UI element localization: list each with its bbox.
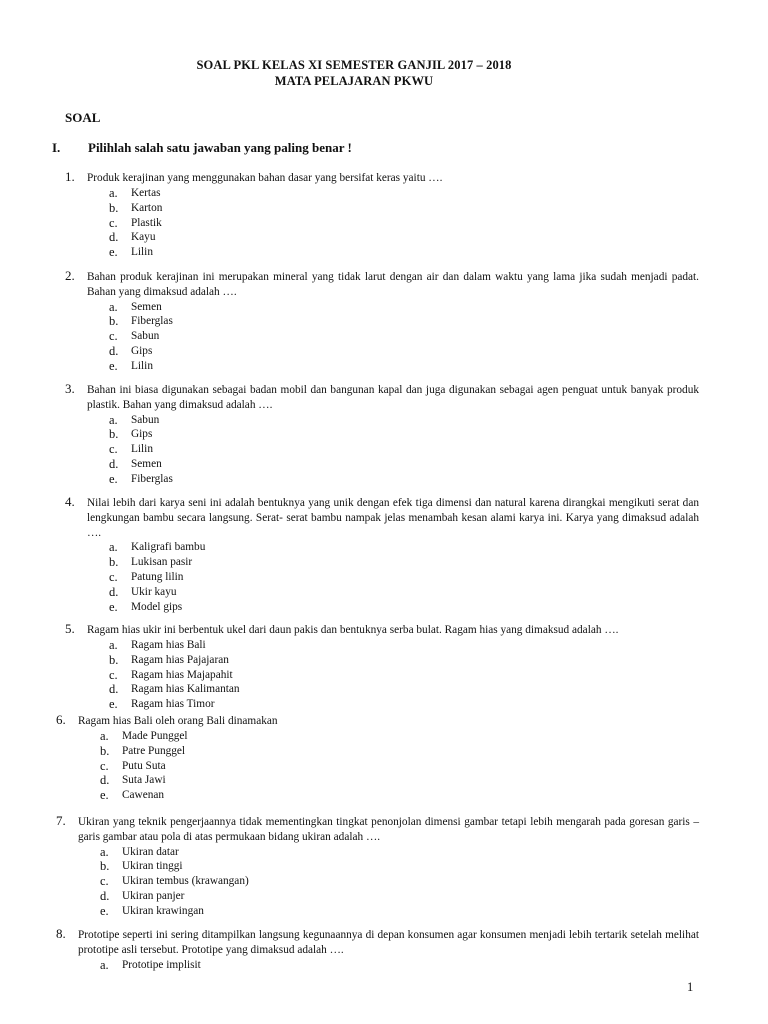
option-letter: c. [109,329,118,344]
option-c [109,329,699,344]
option-letter: d. [109,682,119,697]
option-letter: b. [109,652,119,667]
option-b [109,201,699,216]
question-7 [56,815,699,919]
option-letter: d. [109,344,119,359]
option-letter: b. [100,743,110,758]
soal-heading: SOAL [65,110,101,125]
question-3 [65,383,699,487]
option-e [109,245,699,260]
option-text: Gips [131,428,153,441]
option-e [109,600,699,615]
option-d [109,457,699,472]
question-stem: Prototipe seperti ini sering ditampilkan langsung kegunaannya di depan konsumen agar konsumen menjadi lebih tertarik setelah melihat prototipe asli tersebut. Prototipe yang dimaksud adalah …. [78,929,699,956]
option-text: Kertas [131,186,161,199]
options-list [109,186,699,260]
question-1 [65,171,699,260]
option-text: Lilin [131,443,153,456]
option-letter: a. [109,412,118,427]
option-letter: e. [109,697,118,712]
option-text: Ukir kayu [131,586,177,599]
option-text: Sabun [131,413,160,426]
options-list [109,413,699,487]
section-instruction: Pilihlah salah satu jawaban yang paling benar ! [88,140,352,155]
option-c [100,759,699,774]
option-text: Suta Jawi [122,774,166,787]
option-text: Kayu [131,231,156,244]
option-letter: e. [109,359,118,374]
question-number: 4. [65,494,75,509]
option-text: Gips [131,345,153,358]
question-number: 7. [56,813,66,828]
option-e [109,697,699,712]
option-text: Lilin [131,246,153,259]
option-letter: e. [109,472,118,487]
question-number: 8. [56,926,66,941]
option-letter: a. [109,299,118,314]
option-letter: b. [109,314,119,329]
option-d [109,585,699,600]
option-c [109,216,699,231]
option-text: Semen [131,300,162,313]
option-letter: c. [109,570,118,585]
option-text: Cawenan [122,789,165,802]
option-e [100,904,699,919]
option-e [109,359,699,374]
question-8 [56,928,699,972]
option-text: Lilin [131,360,153,373]
option-letter: d. [109,230,119,245]
option-letter: c. [100,874,109,889]
option-text: Kaligrafi bambu [131,541,206,554]
question-stem: Bahan produk kerajinan ini merupakan mineral yang tidak larut dengan air dan dalam waktu yang lama jika sudah menjadi padat. Bahan yang dimaksud adalah …. [87,271,699,298]
option-letter: a. [100,957,109,972]
option-a [109,540,699,555]
question-stem: Ragam hias ukir ini berbentuk ukel dari daun pakis dan bentuknya serba bulat. Ragam hias yang dimaksud adalah …. [87,624,619,636]
option-text: Fiberglas [131,473,173,486]
option-text: Ragam hias Majapahit [131,668,233,681]
option-text: Made Punggel [122,729,188,742]
options-list [109,638,699,712]
section-roman-numeral: I. [52,140,61,155]
option-text: Fiberglas [131,315,173,328]
question-number: 2. [65,268,75,283]
option-letter: b. [109,555,119,570]
option-letter: c. [100,758,109,773]
option-c [109,442,699,457]
options-list [109,540,699,614]
option-letter: a. [109,637,118,652]
question-stem: Bahan ini biasa digunakan sebagai badan mobil dan bangunan kapal dan juga digunakan sebagai agen penguat untuk banyak produk plastik. Bahan yang dimaksud adalah …. [87,384,699,411]
document-title-line-2: MATA PELAJARAN PKWU [274,74,434,88]
option-b [109,555,699,570]
option-letter: a. [109,540,118,555]
question-6 [56,714,699,803]
option-letter: e. [100,904,109,919]
question-stem: Ragam hias Bali oleh orang Bali dinamakan [78,715,278,727]
option-text: Prototipe implisit [122,958,201,971]
option-letter: a. [109,185,118,200]
option-text: Semen [131,458,162,471]
option-letter: d. [100,773,110,788]
option-b [109,427,699,442]
option-text: Ragam hias Timor [131,698,215,711]
option-text: Lukisan pasir [131,556,193,569]
option-a [109,413,699,428]
question-stem: Nilai lebih dari karya seni ini adalah bentuknya yang unik dengan efek tiga dimensi dan natural karena dirangkai mengikuti serat dan lengkungan bambu secara langsung. Serat- serat bambu nampak jelas menambah kesan alami karya ini. Karya yang dimaksud adalah …. [87,497,699,539]
option-text: Ukiran panjer [122,890,185,903]
option-text: Ukiran datar [122,845,179,858]
option-d [109,344,699,359]
option-a [109,186,699,201]
option-d [100,773,699,788]
option-text: Putu Suta [122,759,166,772]
option-letter: c. [109,442,118,457]
option-c [100,874,699,889]
option-e [100,788,699,803]
option-d [109,230,699,245]
option-b [109,314,699,329]
option-letter: d. [100,889,110,904]
option-letter: e. [109,599,118,614]
option-b [100,744,699,759]
question-number: 5. [65,621,75,636]
option-text: Ragam hias Bali [131,638,206,651]
page-number: 1 [687,980,694,994]
option-letter: b. [100,859,110,874]
question-2 [65,270,699,374]
options-list [100,845,699,919]
option-text: Ukiran tinggi [122,860,183,873]
option-d [109,682,699,697]
option-c [109,668,699,683]
options-list [109,300,699,374]
option-b [100,859,699,874]
question-4 [65,496,699,615]
option-a [109,300,699,315]
option-a [100,729,699,744]
option-a [100,958,699,973]
option-a [109,638,699,653]
option-a [100,845,699,860]
option-letter: b. [109,427,119,442]
option-letter: b. [109,200,119,215]
option-d [100,889,699,904]
question-stem: Produk kerajinan yang menggunakan bahan dasar yang bersifat keras yaitu …. [87,172,443,184]
option-text: Patung lilin [131,571,184,584]
option-text: Sabun [131,330,160,343]
options-list [100,729,699,803]
option-letter: a. [100,728,109,743]
option-text: Ragam hias Kalimantan [131,683,240,696]
question-number: 1. [65,169,75,184]
document-title-line-1: SOAL PKL KELAS XI SEMESTER GANJIL 2017 – 2018 [196,58,512,72]
question-stem: Ukiran yang teknik pengerjaannya tidak mementingkan tingkat penonjolan dimensi gambar tetapi lebih mengarah pada goresan garis – garis gambar atau pola di atas permukaan bidang ukiran adalah …. [78,816,699,843]
option-letter: d. [109,585,119,600]
option-text: Ukiran krawingan [122,905,204,918]
question-number: 6. [56,712,66,727]
question-5 [65,623,699,712]
option-letter: e. [100,788,109,803]
option-text: Karton [131,201,163,214]
option-text: Ragam hias Pajajaran [131,653,229,666]
option-text: Model gips [131,600,183,613]
option-e [109,472,699,487]
option-letter: c. [109,667,118,682]
option-letter: e. [109,245,118,260]
option-text: Plastik [131,216,162,229]
option-c [109,570,699,585]
option-b [109,653,699,668]
option-letter: d. [109,457,119,472]
option-text: Ukiran tembus (krawangan) [122,875,249,888]
option-letter: c. [109,215,118,230]
question-number: 3. [65,381,75,396]
options-list [100,958,699,973]
option-text: Patre Punggel [122,744,186,757]
option-letter: a. [100,844,109,859]
